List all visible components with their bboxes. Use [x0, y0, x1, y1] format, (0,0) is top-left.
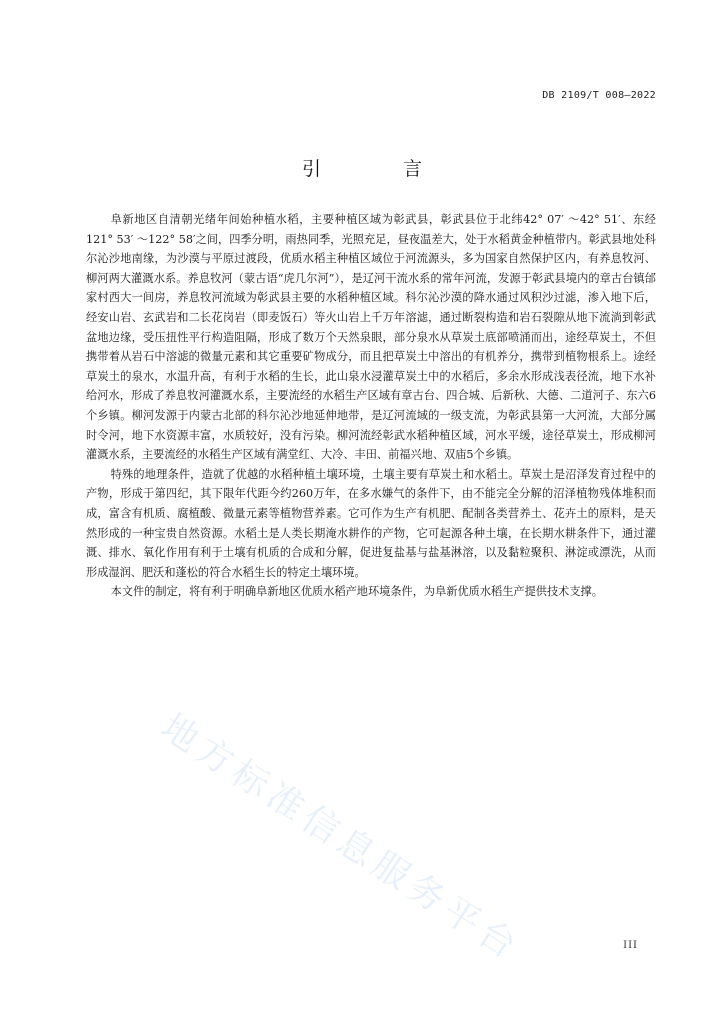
paragraph-3: 本文件的制定，将有利于明确阜新地区优质水稻产地环境条件，为阜新优质水稻生产提供技术支撑。 [110, 585, 603, 599]
document-number: DB 2109/T 008—2022 [542, 90, 656, 101]
paragraph-1: 阜新地区自清朝光绪年间始种植水稻，主要种植区域为彰武县，彰武县位于北纬42° 07′ ～42° 51′、东经121° 53′ ～122° 58′之间，四季分明，雨热同季，光照充足，昼夜温差大，处于水稻黄金种植带内。彰武县地处科尔沁沙地南缘，为沙漠与平原过渡段，优质水稻主种植区域位于河流源头，多为国家自然保护区内，有养息牧河、柳河两大灌溉水系。养息牧河（蒙古语“虎几尔河”），是辽河干流水系的常年河流，发源于彰武县境内的章古台镇邰家村西大一间房，养息牧河流域为彰武县主要的水稻种植区域。科尔沁沙漠的降水通过风积沙过滤，渗入地下后，经安山岩、玄武岩和二长花岗岩（即麦饭石）等火山岩上千万年溶滤，通过断裂构造和岩石裂隙从地下流淌到彰武盆地边缘，受压扭性平行构造阻隔，形成了数万个天然泉眼，部分泉水从草炭土底部喷涌而出，途经草炭土，不但携带着从岩石中溶滤的微量元素和其它重要矿物成分，而且把草炭土中溶出的有机养分，携带到植物根系上。途经草炭土的泉水，水温升高，有利于水稻的生长，此山泉水浸灌草炭土中的水稻后，多余水形成浅表径流，地下水补给河水，形成了养息牧河灌溉水系，主要流经的水稻生产区域有章古台、四合城、后新秋、大德、二道河子、东六6个乡镇。柳河发源于内蒙古北部的科尔沁沙地延伸地带，是辽河流域的一级支流，为彰武县第一大河流，大部分属时令河，地下水资源丰富，水质较好，没有污染。柳河流经彰武水稻种植区域，河水平缓，途径草炭土，形成柳河灌溉水系，主要流经的水稻生产区域有满堂红、大冷、丰田、前福兴地、双庙5个乡镇。 [86, 213, 656, 462]
watermark-text: 地方标准信息服务平台 [153, 706, 528, 970]
paragraph-2: 特殊的地理条件，造就了优越的水稻种植土壤环境，土壤主要有草炭土和水稻土。草炭土是沼泽发育过程中的产物，形成于第四纪，其下限年代距今约260万年，在多水嫌气的条件下，由不能完全分解的沼泽植物残体堆积而成，富含有机质、腐植酸、微量元素等植物营养素。它可作为生产有机肥、配制各类营养土、花卉土的原料，是天然形成的一种宝贵自然资源。水稻土是人类长期淹水耕作的产物，它可起源各种土壤，在长期水耕条件下，通过灌溉、排水、氧化作用有利于土壤有机质的合成和分解，促进复盐基与盐基淋溶，以及黏粒聚积、淋淀或漂洗，从而形成湿润、肥沃和蓬松的符合水稻生长的特定土壤环境。 [86, 467, 656, 579]
page-title: 引 言 [301, 158, 461, 180]
page-number: III [623, 940, 638, 951]
body-text [86, 210, 656, 602]
